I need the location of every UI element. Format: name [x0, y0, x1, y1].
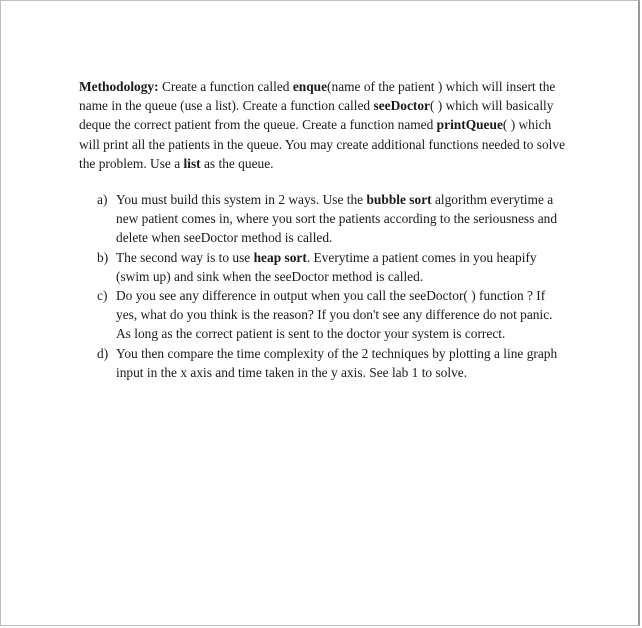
- list-keyword: list: [183, 155, 201, 171]
- task-list: [79, 190, 569, 382]
- methodology-text: ( ) which will basically deque the correct patient from the queue. Create a function named: [79, 98, 554, 133]
- methodology-text: ( ) which will print all the patients in the queue. You may create additional functions needed to solve the problem. Use a: [79, 117, 566, 171]
- item-text: You must build this system in 2 ways. Use the: [116, 192, 367, 208]
- methodology-text: Create a function called: [158, 79, 293, 94]
- item-text: . Everytime a patient comes in you heapify (swim up) and sink when the seeDoctor method is called.: [116, 249, 537, 284]
- list-marker: c): [97, 288, 108, 304]
- enque-function-name: enque: [292, 79, 328, 94]
- methodology-text: as the queue.: [200, 155, 274, 171]
- bubble-sort-term: bubble sort: [366, 192, 432, 208]
- item-text: The second way is to use: [116, 249, 254, 265]
- seedoctor-function-name: seeDoctor: [373, 98, 430, 114]
- methodology-paragraph: [79, 77, 569, 173]
- list-marker: b): [97, 249, 109, 265]
- list-item: [79, 248, 569, 286]
- heap-sort-term: heap sort: [253, 249, 307, 265]
- item-text: Do you see any difference in output when you call the seeDoctor( ) function ? If yes, what do you think is the reason? If you don't see any difference do not panic. As long as the correct patient is sent to the doctor your system is correct.: [116, 288, 553, 342]
- list-marker: d): [97, 345, 109, 361]
- list-item: [79, 286, 569, 344]
- methodology-text: (name of the patient ) which will insert the name in the queue (use a list). Create a function called: [79, 79, 556, 114]
- list-item: [79, 190, 569, 248]
- document-content: [79, 77, 569, 382]
- printqueue-function-name: printQueue: [436, 117, 503, 133]
- list-marker: a): [97, 192, 108, 208]
- item-text: algorithm everytime a new patient comes in, where you sort the patients according to the seriousness and delete when seeDoctor method is called.: [116, 192, 558, 246]
- item-text: You then compare the time complexity of the 2 techniques by plotting a line graph input in the x axis and time taken in the y axis. See lab 1 to solve.: [116, 345, 558, 380]
- methodology-heading: Methodology:: [79, 79, 159, 94]
- list-item: [79, 344, 569, 382]
